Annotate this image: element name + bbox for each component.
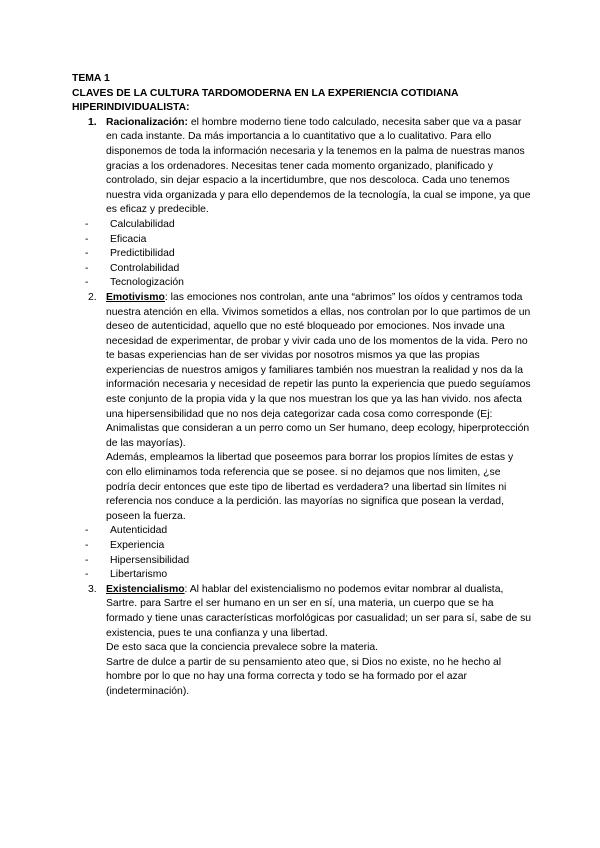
- section-number: 2.: [88, 291, 97, 303]
- section-racionalizacion: [88, 116, 532, 218]
- section-text: : Al hablar del existencialismo no podemos evitar nombrar al dualista, Sartre. para Sartre el ser humano en un ser en sí, una materia, un cuerpo que se ha formado y tiene unas características morfológicas por casualidad; un ser para sí, sabe de su existencia, pues te una confianza y una libertad.: [106, 583, 532, 639]
- list-item: - Controlabilidad: [85, 262, 180, 274]
- list-item: - Hipersensibilidad: [85, 554, 190, 566]
- section-existencialismo: [88, 583, 532, 641]
- section-number: 1.: [88, 116, 97, 128]
- section-text: el hombre moderno tiene todo calculado, necesita saber que va a pasar en cada instante. Da más importancia a lo cuantitativo que a lo cualitativo. Para ello disponemos de toda la información necesaria y la tenemos en la palma de nuestras manos gracias a los ordenadores. Necesitas tener cada momento organizado, planificado y controlado, sin dejar espacio a la incertidumbre, que nos descoloca. Cada uno tenemos nuestra vida organizada y para ello dependemos de la tecnología, la cual se impone, ya que es eficaz y predecible.: [106, 116, 531, 216]
- section-term: Racionalización:: [106, 116, 188, 128]
- section-paragraph: Además, empleamos la libertad que poseemos para borrar los propios límites de estas y con ello eliminamos toda referencia que se posee. si no dejamos que nos limiten, ¿se podría decir entonces que este tipo de libertad es verdadera? una libertad sin límites ni referencia nos conduce a la perdición. las mayorías no significa que posean la verdad, poseen la fuerza.: [106, 452, 514, 522]
- section-term: Existencialismo: [106, 583, 185, 595]
- section-number: 3.: [88, 583, 97, 595]
- list-item: - Experiencia: [85, 540, 165, 551]
- bullet-list-racionalizacion: [72, 218, 532, 291]
- document-page: [72, 72, 532, 700]
- list-item: - Tecnologización: [85, 277, 184, 289]
- list-item: - Libertarismo: [85, 569, 168, 581]
- topic-number: TEMA 1: [72, 73, 110, 84]
- list-item: - Predictibilidad: [85, 248, 175, 260]
- list-item: - Autenticidad: [85, 525, 168, 537]
- section-paragraph: Sartre de dulce a partir de su pensamiento ateo que, si Dios no existe, no he hecho al hombre por lo que no hay una forma correcta y todo se ha formado por el azar (indeterminación).: [106, 656, 502, 697]
- list-item: - Calculabilidad: [85, 218, 175, 230]
- document-title: CLAVES DE LA CULTURA TARDOMODERNA EN LA EXPERIENCIA COTIDIANA HIPERINDIVIDUALISTA:: [72, 87, 459, 114]
- section-paragraph: De esto saca que la conciencia prevalece sobre la materia.: [106, 642, 379, 654]
- section-term: Emotivismo: [106, 291, 165, 303]
- section-emotivismo: [88, 291, 532, 452]
- bullet-list-emotivismo: [72, 524, 532, 582]
- list-item: - Eficacia: [85, 233, 147, 245]
- section-text: : las emociones nos controlan, ante una “abrimos” los oídos y centramos toda nuestra atención en ella. Vivimos sometidos a ellas, nos controlan por lo que partimos de un deseo de autenticidad, aquello que no esté bloqueado por emociones. Nos invade una necesidad de experimentar, de probar y vivir cada uno de los momentos de la vida. Pero no te basas experiencias han de ser vividas por nosotros mismos ya que las propias experiencias de nuestros amigos y familiares también nos muestran la realidad y nos da la información necesaria y necesidad de repetir las punto la experiencia que puedo seguíamos este conjunto de la propia vida y la que nos muestran los que ya las han vivido. nos afecta una hipersensibilidad que no nos deja categorizar cada cosa como corresponde (Ej: Animalistas que consideran a un perro como un Ser humano, deep ecology, hiperprotección de las mayorías).: [106, 291, 531, 449]
